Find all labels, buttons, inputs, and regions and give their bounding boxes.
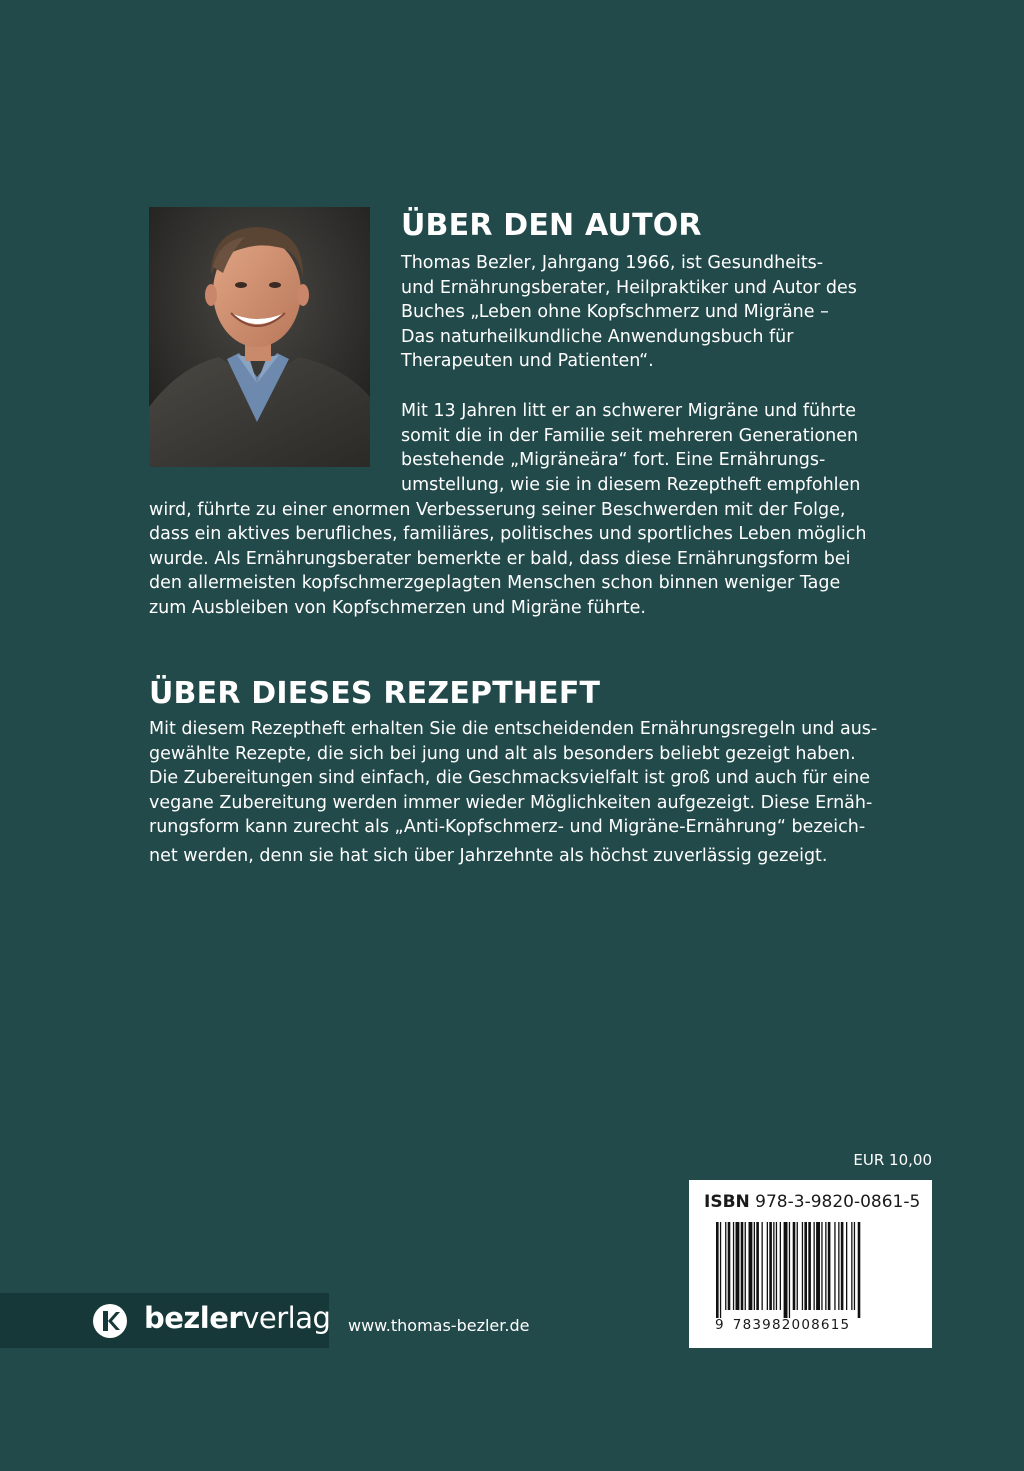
publisher-name-regular: verlag xyxy=(242,1301,331,1335)
bezler-logo-icon xyxy=(92,1303,128,1339)
text-line: somit die in der Familie seit mehreren Generationen xyxy=(401,425,859,446)
barcode-bar xyxy=(725,1222,726,1310)
barcode-bar xyxy=(716,1222,719,1318)
barcode-bar xyxy=(846,1222,847,1310)
barcode-bar xyxy=(828,1222,831,1310)
barcode-bar xyxy=(838,1222,839,1310)
barcode-bar xyxy=(773,1222,774,1310)
barcode-bar xyxy=(733,1222,734,1310)
barcode-bar xyxy=(784,1222,788,1318)
author-portrait-illustration xyxy=(149,207,370,467)
barcode-bar xyxy=(821,1222,822,1310)
author-heading: ÜBER DEN AUTOR xyxy=(401,208,702,243)
text-line: umstellung, wie sie in diesem Rezeptheft empfohlen xyxy=(401,475,861,495)
publisher-name xyxy=(144,1301,330,1335)
barcode-bar xyxy=(793,1222,796,1310)
barcode-bar xyxy=(767,1222,768,1310)
isbn-number: 978-3-9820-0861-5 xyxy=(755,1192,921,1212)
barcode-bar xyxy=(736,1222,740,1310)
text-line: gewählte Rezepte, die sich bei jung und alt als besonders beliebt gezeigt haben. xyxy=(149,743,856,764)
rezept-heading: ÜBER DIESES REZEPTHEFT xyxy=(149,676,601,711)
text-line: wird, führte zu einer enormen Verbesserung seiner Beschwerden mit der Folge, xyxy=(149,499,846,520)
barcode-bar xyxy=(858,1222,861,1318)
text-line: Mit 13 Jahren litt er an schwerer Migräne und führte xyxy=(401,401,857,421)
barcode-remaining-digits: 783982008615 xyxy=(732,1317,851,1333)
barcode-bar xyxy=(814,1222,815,1310)
barcode-bar xyxy=(720,1222,721,1318)
barcode-bar xyxy=(741,1222,744,1310)
barcode-bar xyxy=(808,1222,811,1310)
barcode-digits xyxy=(715,1317,850,1333)
text-line: wurde. Als Ernährungsberater bemerkte er bald, dass diese Ernährungsform bei xyxy=(149,548,851,569)
publisher-bar xyxy=(0,1293,329,1348)
isbn-label xyxy=(704,1192,920,1212)
rezept-paragraph xyxy=(149,717,877,869)
isbn-barcode-box xyxy=(689,1180,932,1348)
barcode-bar xyxy=(834,1222,835,1310)
text-line: Thomas Bezler, Jahrgang 1966, ist Gesundheits- xyxy=(401,253,824,273)
barcode-bar xyxy=(749,1222,753,1310)
price-label: EUR 10,00 xyxy=(853,1151,932,1169)
text-line: Buches „Leben ohne Kopfschmerz und Migräne – xyxy=(401,302,829,323)
barcode-graphic xyxy=(716,1222,906,1318)
barcode-bar xyxy=(854,1222,855,1310)
barcode-bar xyxy=(851,1222,852,1310)
barcode-bar xyxy=(802,1222,803,1310)
barcode-bar xyxy=(841,1222,844,1310)
publisher-name-bold: bezler xyxy=(144,1301,243,1335)
barcode-bar xyxy=(825,1222,826,1310)
isbn-prefix: ISBN xyxy=(704,1192,750,1212)
author-photo xyxy=(149,207,370,467)
text-line: Therapeuten und Patienten“. xyxy=(401,351,654,372)
text-line: und Ernährungsberater, Heilpraktiker und Autor des xyxy=(401,277,857,298)
author-paragraph-2-upper xyxy=(401,399,858,473)
barcode-first-digit: 9 xyxy=(715,1317,725,1333)
author-paragraph-2-lower xyxy=(149,473,866,621)
author-paragraph-1 xyxy=(401,251,857,374)
text-line: den allermeisten kopfschmerzgeplagten Menschen schon binnen weniger Tage xyxy=(149,573,841,594)
text-line: vegane Zubereitung werden immer wieder Möglichkeiten aufgezeigt. Diese Ernäh- xyxy=(149,792,873,813)
text-line: Die Zubereitungen sind einfach, die Geschmacksvielfalt ist groß und auch für eine xyxy=(149,768,870,789)
text-line: bestehende „Migräneära“ fort. Eine Ernährungs- xyxy=(401,450,826,471)
text-line: rungsform kann zurecht als „Anti-Kopfschmerz- und Migräne-Ernährung“ bezeich- xyxy=(149,817,866,838)
barcode-bar xyxy=(804,1222,807,1310)
barcode-bar xyxy=(769,1222,772,1310)
barcode-bar xyxy=(789,1222,790,1318)
barcode-bar xyxy=(745,1222,746,1310)
text-line: zum Ausbleiben von Kopfschmerzen und Migräne führte. xyxy=(149,597,646,618)
text-line: net werden, denn sie hat sich über Jahrzehnte als höchst zuverlässig gezeigt. xyxy=(149,845,828,866)
text-line: dass ein aktives berufliches, familiäres, politisches und sportliches Leben möglich xyxy=(149,524,867,545)
barcode-bar xyxy=(816,1222,820,1310)
barcode-bar xyxy=(780,1222,781,1310)
barcode-bar xyxy=(754,1222,755,1310)
barcode-bar xyxy=(797,1222,798,1310)
barcode-bar xyxy=(776,1222,777,1310)
text-line: Mit diesem Rezeptheft erhalten Sie die entscheidenden Ernährungsregeln und aus- xyxy=(149,719,878,739)
barcode-bar xyxy=(756,1222,759,1310)
barcode-bar xyxy=(762,1222,763,1310)
barcode-bar xyxy=(728,1222,731,1310)
text-line: Das naturheilkundliche Anwendungsbuch für xyxy=(401,326,794,347)
website-url: www.thomas-bezler.de xyxy=(348,1316,530,1335)
